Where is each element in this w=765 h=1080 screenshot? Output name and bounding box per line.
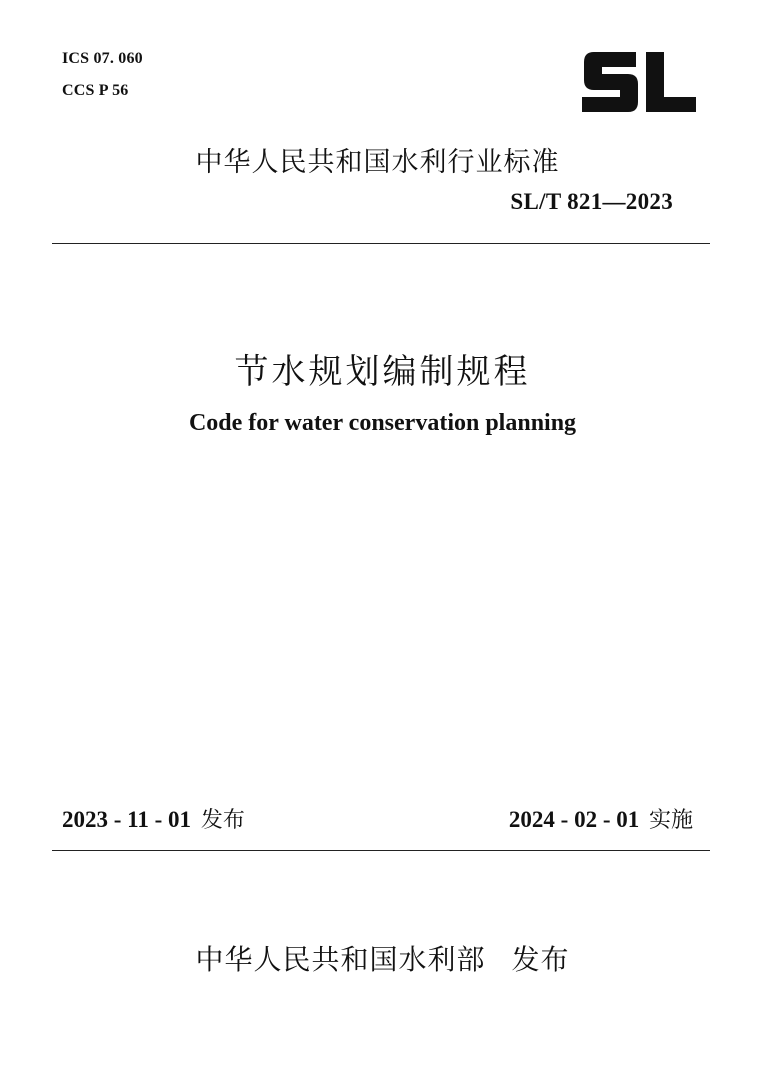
ccs-code: CCS P 56	[62, 82, 129, 99]
bottom-divider	[52, 850, 710, 851]
standard-code: SL/T 821—2023	[510, 189, 673, 214]
document-title-cn: 节水规划编制规程	[234, 352, 531, 392]
implementation-date	[509, 803, 693, 834]
publisher-action: 发布	[511, 943, 570, 976]
sl-logo	[578, 50, 698, 114]
top-divider	[52, 243, 710, 244]
issue-date-value: 2023 - 11 - 01	[62, 807, 192, 832]
publisher	[0, 938, 765, 978]
publisher-name: 中华人民共和国水利部	[195, 943, 486, 976]
document-title-en: Code for water conservation planning	[188, 410, 577, 436]
implementation-label: 实施	[648, 808, 693, 833]
issue-date	[62, 803, 245, 834]
issue-label: 发布	[200, 808, 245, 833]
industry-standard-title: 中华人民共和国水利行业标准	[195, 147, 560, 178]
ics-code: ICS 07. 060	[62, 50, 143, 67]
implementation-date-value: 2024 - 02 - 01	[508, 807, 640, 832]
